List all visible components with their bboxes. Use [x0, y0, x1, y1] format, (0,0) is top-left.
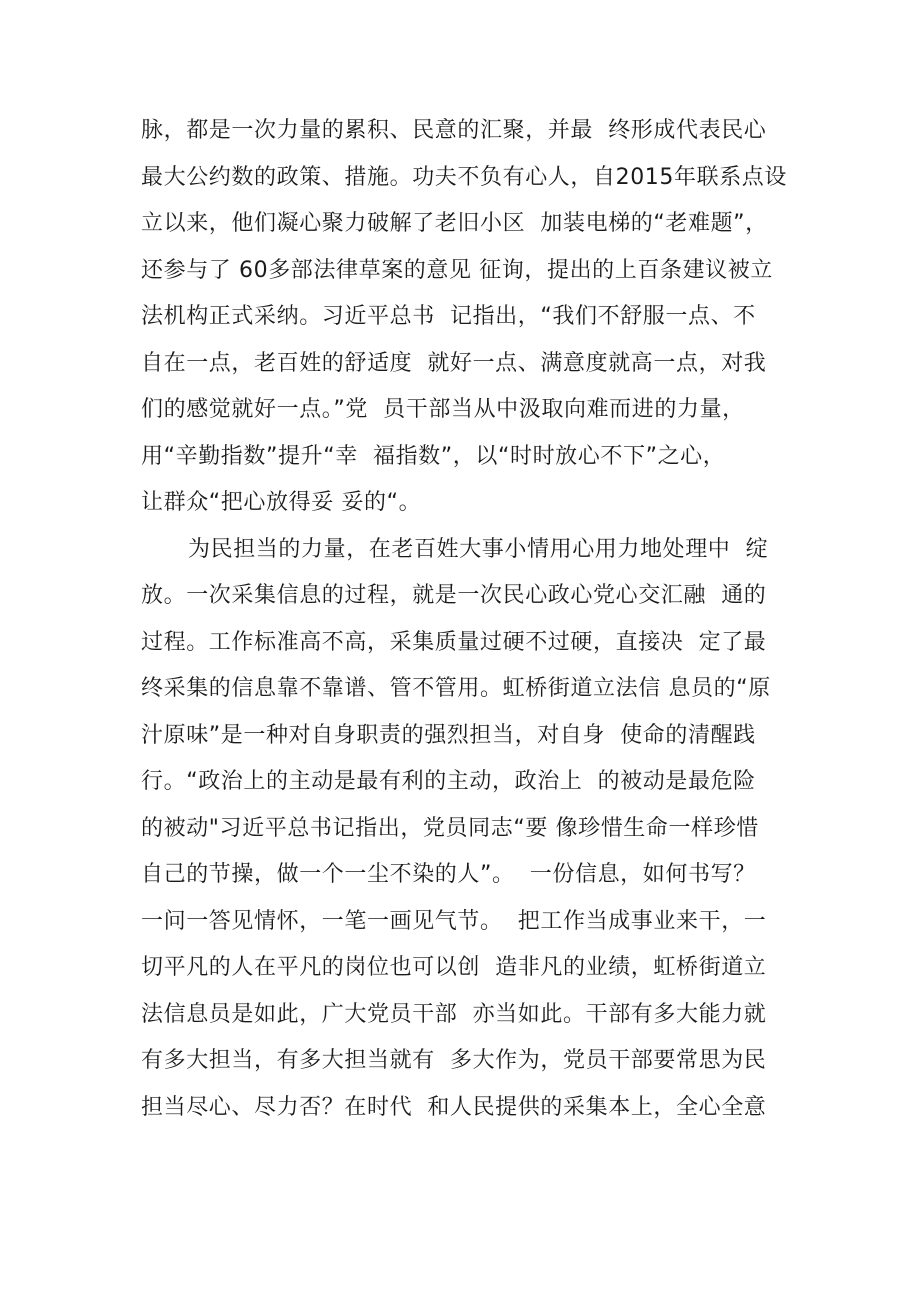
text-line: 最大公约数的政策、措施。功夫不负有心人，自2015年联系点设: [141, 164, 787, 190]
text-line: 终采集的信息靠不靠谱、管不管用。虹桥街道立法信 息员的“原: [141, 676, 771, 701]
text-line: 有多大担当，有多大担当就有 多大作为，党员干部要常思为民: [141, 1048, 767, 1073]
text-line: 们的感觉就好一点。”党 员干部当从中汲取向难而进的力量，: [141, 397, 745, 422]
text-line: 为民担当的力量，在老百姓大事小情用心用力地处理中 绽: [188, 536, 769, 562]
text-line: 的被动"习近平总书记指出，党员同志“要 像珍惜生命一样珍惜: [141, 815, 759, 841]
paragraph-2: [141, 527, 801, 1132]
text-line: 过程。工作标准高不高，采集质量过硬不过硬，直接决 定了最: [141, 629, 767, 655]
text-line: 担当尽心、尽力否？在时代 和人民提供的采集本上，全心全意: [141, 1094, 767, 1120]
text-line: 法信息员是如此，广大党员干部 亦当如此。干部有多大能力就: [141, 1001, 767, 1027]
text-line: 脉，都是一次力量的累积、民意的汇聚，并最 终形成代表民心: [141, 118, 767, 143]
text-line: 切平凡的人在平凡的岗位也可以创 造非凡的业绩，虹桥街道立: [141, 955, 767, 980]
text-line: 放。一次采集信息的过程，就是一次民心政心党心交汇融 通的: [141, 583, 767, 608]
text-line: 行。“政治上的主动是最有利的主动，政治上 的被动是最危险: [141, 769, 756, 794]
text-line: 一问一答见情怀，一笔一画见气节。 把工作当成事业来干，一: [141, 908, 767, 934]
text-line: 法机构正式采纳。习近平总书 记指出，“我们不舒服一点、不: [141, 304, 756, 329]
text-line: 自己的节操，做一个一尘不染的人”。 一份信息，如何书写？: [141, 862, 756, 887]
body-text: [141, 108, 801, 1131]
text-line: 自在一点，老百姓的舒适度 就好一点、满意度就高一点，对我: [141, 350, 767, 376]
text-line: 立以来，他们凝心聚力破解了老旧小区 加装电梯的“老难题”，: [141, 211, 768, 236]
text-line: 还参与了 60多部法律草案的意见 征询，提出的上百条建议被立: [141, 257, 773, 283]
paragraph-1: [141, 108, 801, 527]
text-line: 让群众“把心放得妥 妥的“。: [141, 490, 422, 515]
text-line: 汁原味”是一种对自身职责的强烈担当，对自身 使命的清醒践: [141, 722, 756, 748]
text-line: 用“辛勤指数”提升“幸 福指数”，以“时时放心不下”之心，: [141, 443, 726, 469]
